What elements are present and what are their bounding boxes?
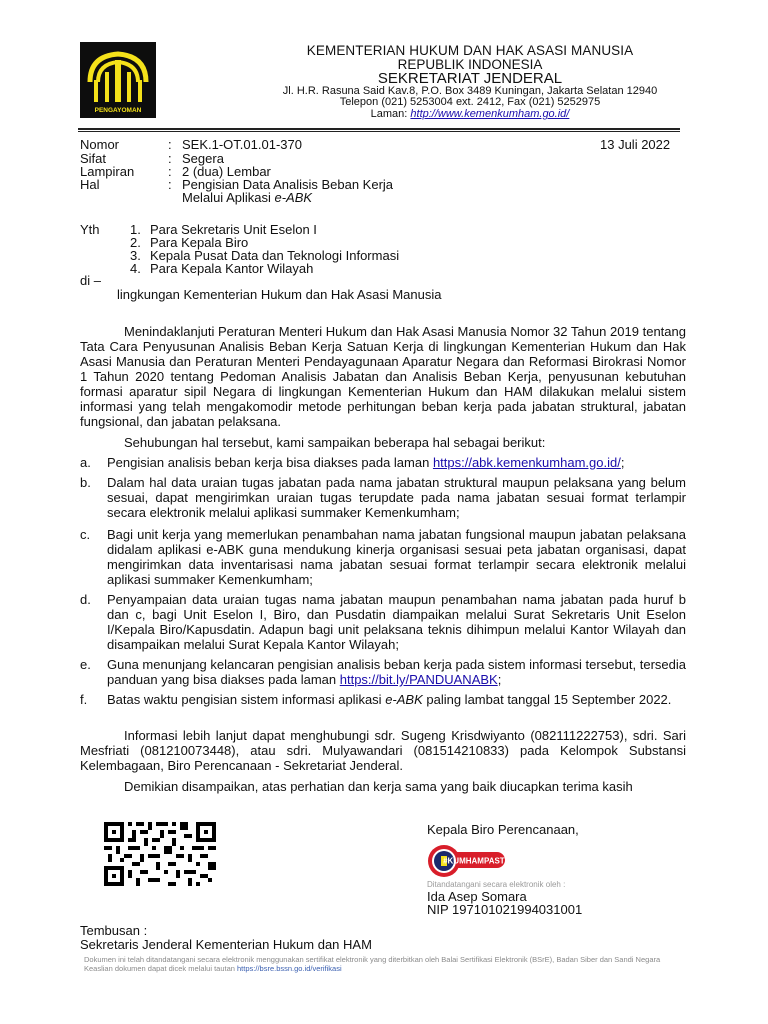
item-b: Dalam hal data uraian tugas jabatan pada nama jabatan struktural maupun pelaksana yang belum sesuai, dapat mengirimkan uraian tugas terupdate pada nama jabatan sesuai format terlampir secara elektronik melalui aplikasi summaker Kemenkumham; bbox=[107, 475, 686, 520]
pengayoman-logo bbox=[80, 42, 156, 118]
paragraph-4: Demikian disampaikan, atas perhatian dan kerja sama yang baik diucapkan terima kasih bbox=[124, 779, 633, 794]
country-name: REPUBLIK INDONESIA bbox=[397, 57, 543, 72]
item-f-pre: Batas waktu pengisian sistem informasi aplikasi bbox=[107, 692, 386, 707]
header-rule-thin bbox=[78, 131, 680, 132]
item-a-end: ; bbox=[620, 455, 625, 470]
bsre-verify-link[interactable]: https://bsre.bssn.go.id/verifikasi bbox=[237, 964, 342, 973]
paragraph-3: Informasi lebih lanjut dapat menghubungi sdr. Sugeng Krisdwiyanto (082111222753), sdri. Sari Mesfriati (081210073448), atau sdri. Mulyawandari (081514210833) pada Kelompok Substansi Kelembagaan, Biro Perencanaan - Sekretariat Jenderal. bbox=[80, 728, 686, 773]
recipient-num: 3. bbox=[130, 248, 141, 263]
list-letter: f. bbox=[80, 692, 88, 707]
letter-date: 13 Juli 2022 bbox=[600, 137, 671, 152]
recipient-item: Kepala Pusat Data dan Teknologi Informasi bbox=[150, 248, 400, 263]
item-a bbox=[107, 455, 624, 470]
colon: : bbox=[168, 164, 172, 179]
header-rule bbox=[78, 128, 680, 130]
website-line bbox=[170, 109, 768, 120]
logo-label: PENGAYOMAN bbox=[94, 107, 142, 114]
footer-verify bbox=[84, 964, 342, 973]
address: Jl. H.R. Rasuna Said Kav.8, P.O. Box 3489 Kuningan, Jakarta Selatan 12940 bbox=[282, 85, 658, 97]
kumhampasti-stamp bbox=[427, 842, 507, 880]
paragraph-1: Menindaklanjuti Peraturan Menteri Hukum dan Hak Asasi Manusia Nomor 32 Tahun 2019 tentang Tata Cara Penyusunan Analisis Beban Kerja Satuan Kerja di lingkungan Kementerian Hukum dan Hak Asasi Manusia dan Peraturan Menteri Pendayagunaan Aparatur Negara dan Reformasi Birokrasi Nomor 1 Tahun 2020 tentang Pedoman Analisis Jabatan dan Analisis Beban Kerja, penyusunan kebutuhan formasi aparatur sipil Negara di lingkungan Kementerian Hukum dan HAM dilakukan melalui sistem informasi yang telah mengakomodir metode perhitungan beban kerja pada jabatan struktural, jabatan fungsional, dan jabatan pelaksana. bbox=[80, 324, 686, 429]
ministry-name: KEMENTERIAN HUKUM DAN HAK ASASI MANUSIA bbox=[306, 43, 634, 58]
list-letter: d. bbox=[80, 592, 91, 607]
list-letter: c. bbox=[80, 527, 91, 542]
item-f bbox=[107, 692, 686, 707]
footer-verify-text: Keaslian dokumen dapat dicek melalui tautan bbox=[84, 964, 238, 973]
list-letter: e. bbox=[80, 657, 91, 672]
lampiran-label: Lampiran bbox=[80, 164, 135, 179]
colon: : bbox=[168, 137, 172, 152]
website-link[interactable]: http://www.kemenkumham.go.id/ bbox=[410, 108, 570, 120]
item-a-text: Pengisian analisis beban kerja bisa diakses pada laman bbox=[107, 455, 433, 470]
list-letter: b. bbox=[80, 475, 91, 490]
recipient-num: 1. bbox=[130, 222, 141, 237]
cc-label: Tembusan : bbox=[80, 923, 148, 938]
paragraph-2: Sehubungan hal tersebut, kami sampaikan beberapa hal sebagai berikut: bbox=[124, 435, 546, 450]
hal-value-line1: Pengisian Data Analisis Beban Kerja bbox=[182, 177, 394, 192]
recipient-num: 4. bbox=[130, 261, 141, 276]
item-f-em: e-ABK bbox=[385, 692, 423, 707]
stamp-text: #KUMHAMPASTI bbox=[443, 856, 507, 866]
recipient-item: Para Kepala Kantor Wilayah bbox=[150, 261, 314, 276]
cc-item: Sekretaris Jenderal Kementerian Hukum dan HAM bbox=[80, 937, 372, 952]
hal-line2-em: e-ABK bbox=[274, 190, 313, 205]
item-d: Penyampaian data uraian tugas nama jabatan maupun penambahan nama jabatan pada huruf b dan c, bagi Unit Eselon I, Biro, dan Pusdatin diampaikan melalui Surat Sekretaris Unit Eselon I/Kepala Biro/Kapusdatin. Adapun bagi unit pelaksana teknis dihimpun melalui Kantor Wilayah dan disampaikan melalui Surat Kepala Kantor Wilayah; bbox=[107, 592, 686, 652]
qr-code bbox=[104, 822, 216, 886]
recipient-item: Para Sekretaris Unit Eselon I bbox=[150, 222, 317, 237]
item-e-text: Guna menunjang kelancaran pengisian analisis beban kerja pada sistem informasi tersebut, tersedia panduan yang bisa diakses pada laman bbox=[107, 657, 686, 687]
sifat-label: Sifat bbox=[80, 151, 107, 166]
di-label: di – bbox=[80, 273, 101, 288]
signatory-title: Kepala Biro Perencanaan, bbox=[427, 822, 579, 837]
colon: : bbox=[168, 151, 172, 166]
item-c: Bagi unit kerja yang memerlukan penambahan nama jabatan fungsional maupun jabatan pelaksana didalam aplikasi e-ABK guna mendukung kinerja organisasi sesuai peta jabatan organisasi, dapat mengirimkan data inventarisasi nama jabatan sesuai format terlampir secara elektronik melalui aplikasi summaker Kemenkumham; bbox=[107, 527, 686, 587]
recipient-item: Para Kepala Biro bbox=[150, 235, 249, 250]
hal-value-line2 bbox=[182, 190, 312, 205]
nomor-value: SEK.1-OT.01.01-370 bbox=[182, 137, 302, 152]
yth-label: Yth bbox=[80, 222, 100, 237]
lampiran-value: 2 (dua) Lembar bbox=[182, 164, 271, 179]
sifat-value: Segera bbox=[182, 151, 224, 166]
signatory-name: Ida Asep Somara bbox=[427, 889, 527, 904]
recipient-location: lingkungan Kementerian Hukum dan Hak Asasi Manusia bbox=[117, 287, 442, 302]
item-e bbox=[107, 657, 686, 687]
colon: : bbox=[168, 177, 172, 192]
hal-label: Hal bbox=[80, 177, 100, 192]
panduan-link[interactable]: https://bit.ly/PANDUANABK bbox=[339, 672, 498, 687]
footer-disclaimer: Dokumen ini telah ditandatangani secara elektronik menggunakan sertifikat elektronik yang diterbitkan oleh Balai Sertifikasi Elektronik (BSrE), Badan Siber dan Sandi Negara bbox=[84, 955, 661, 964]
hal-line2-text: Melalui Aplikasi bbox=[182, 190, 275, 205]
signed-note: Ditandatangani secara elektronik oleh : bbox=[427, 880, 566, 889]
list-letter: a. bbox=[80, 455, 91, 470]
item-e-end: ; bbox=[497, 672, 502, 687]
abk-link[interactable]: https://abk.kemenkumham.go.id/ bbox=[432, 455, 621, 470]
item-f-post: paling lambat tanggal 15 September 2022. bbox=[422, 692, 672, 707]
website-label: Laman: bbox=[370, 108, 408, 120]
office-name: SEKRETARIAT JENDERAL bbox=[377, 70, 563, 87]
signatory-nip: NIP 197101021994031001 bbox=[427, 902, 583, 917]
phone: Telepon (021) 5253004 ext. 2412, Fax (021) 5252975 bbox=[339, 96, 601, 108]
nomor-label: Nomor bbox=[80, 137, 120, 152]
recipient-num: 2. bbox=[130, 235, 141, 250]
